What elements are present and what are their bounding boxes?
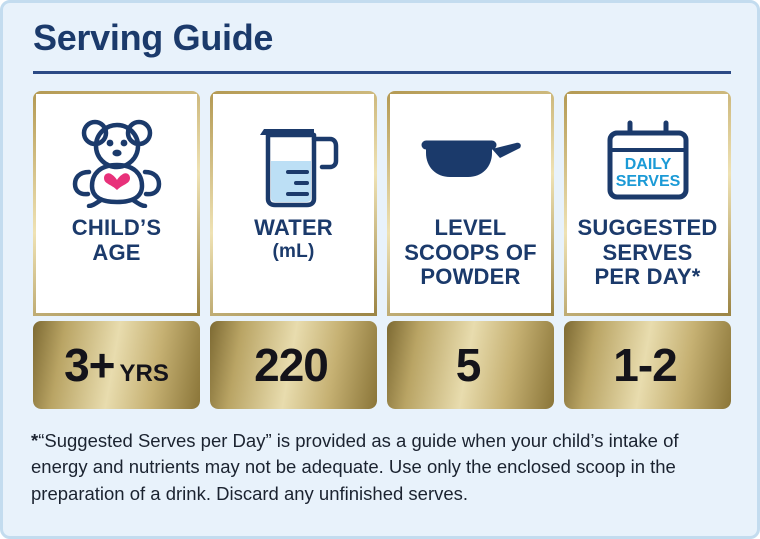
- footnote: [31, 428, 731, 507]
- column-label: WATER (mL): [254, 215, 333, 262]
- column-value: 3+ YRS: [64, 339, 169, 391]
- scoop-icon: [416, 108, 526, 216]
- column-value-chip: [387, 321, 554, 409]
- column-label: CHILD’S AGE: [71, 215, 162, 265]
- footnote-marker: *: [31, 430, 39, 451]
- column-head: [564, 91, 731, 316]
- teddy-bear-icon: [67, 108, 167, 216]
- column-head: [210, 91, 377, 316]
- serving-column-water: [210, 91, 377, 409]
- column-label: LEVEL SCOOPS OF POWDER: [404, 215, 537, 290]
- title-divider: [33, 71, 731, 74]
- serving-column-scoops: [387, 91, 554, 409]
- serving-column-serves-per-day: [564, 91, 731, 409]
- column-value-chip: [564, 321, 731, 409]
- serving-columns: [33, 91, 733, 409]
- footnote-text: “Suggested Serves per Day” is provided as a guide when your child’s intake of energy and nutrients may not be adequate. Use only the enclosed scoop in the preparation of a drink. Discard any unfinished serves.: [31, 430, 679, 504]
- column-value-chip: [210, 321, 377, 409]
- column-label-sub: (mL): [272, 240, 315, 262]
- page-title: Serving Guide: [33, 17, 274, 58]
- column-value: 5: [455, 339, 481, 391]
- column-value: 1-2: [613, 339, 677, 391]
- calendar-icon-text-line2: SERVES: [615, 173, 680, 190]
- daily-serves-calendar-icon: [600, 108, 696, 216]
- calendar-icon-text-line1: DAILY: [624, 156, 671, 173]
- column-value: 220: [254, 339, 328, 391]
- column-value-unit: YRS: [119, 360, 169, 387]
- column-label: SUGGESTED SERVES PER DAY*: [577, 215, 718, 290]
- measuring-jug-icon: [244, 108, 344, 216]
- column-head: [387, 91, 554, 316]
- column-value-chip: [33, 321, 200, 409]
- serving-column-childs-age: [33, 91, 200, 409]
- column-head: [33, 91, 200, 316]
